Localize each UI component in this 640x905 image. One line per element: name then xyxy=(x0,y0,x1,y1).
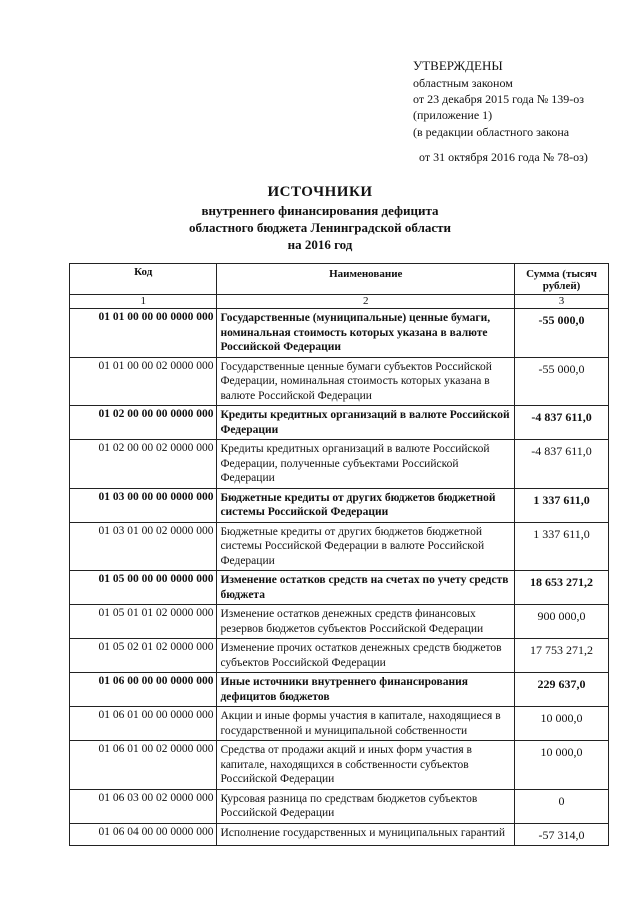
row-code: 01 01 00 00 02 0000 000 xyxy=(70,357,217,406)
table-row xyxy=(70,741,609,790)
table-row xyxy=(70,823,609,845)
document-title xyxy=(0,182,640,253)
row-sum: -4 837 611,0 xyxy=(515,406,609,440)
table-row xyxy=(70,357,609,406)
table-body xyxy=(70,309,609,846)
title-main: ИСТОЧНИКИ xyxy=(267,184,373,200)
row-sum: 0 xyxy=(515,789,609,823)
row-code: 01 06 00 00 00 0000 000 xyxy=(70,673,217,707)
title-line: внутреннего финансирования дефицита xyxy=(201,203,439,218)
row-sum: -55 000,0 xyxy=(515,357,609,406)
row-sum: -57 314,0 xyxy=(515,823,609,845)
table-row xyxy=(70,440,609,489)
table-row xyxy=(70,406,609,440)
approval-line: (приложение 1) xyxy=(413,108,493,123)
approval-line: (в редакции областного закона xyxy=(413,124,570,139)
row-code: 01 06 03 00 02 0000 000 xyxy=(70,789,217,823)
table-row xyxy=(70,639,609,673)
table-row xyxy=(70,707,609,741)
table-row xyxy=(70,789,609,823)
row-code: 01 03 00 00 00 0000 000 xyxy=(70,488,217,522)
row-sum: 1 337 611,0 xyxy=(515,522,609,571)
row-sum: 18 653 271,2 xyxy=(515,571,609,605)
row-code: 01 05 00 00 00 0000 000 xyxy=(70,571,217,605)
approval-line: областным законом xyxy=(413,76,513,90)
title-line: областного бюджета Ленинградской области xyxy=(188,220,452,235)
row-sum: 229 637,0 xyxy=(515,673,609,707)
row-sum: -4 837 611,0 xyxy=(515,440,609,489)
row-name: Иные источники внутреннего финансирования дефицитов бюджетов xyxy=(217,673,515,707)
table-row xyxy=(70,571,609,605)
row-code: 01 06 04 00 00 0000 000 xyxy=(70,823,217,845)
table-row xyxy=(70,488,609,522)
row-name: Кредиты кредитных организаций в валюте Российской Федерации xyxy=(217,406,515,440)
row-name: Изменение остатков денежных средств финансовых резервов бюджетов субъектов Российской Федерации xyxy=(217,605,515,639)
row-sum: 1 337 611,0 xyxy=(515,488,609,522)
row-sum: -55 000,0 xyxy=(515,309,609,358)
header-sum: Сумма (тысяч рублей) xyxy=(515,264,609,295)
table-row xyxy=(70,522,609,571)
approval-heading: УТВЕРЖДЕНЫ xyxy=(413,58,503,73)
row-sum: 10 000,0 xyxy=(515,741,609,790)
row-code: 01 03 01 00 02 0000 000 xyxy=(70,522,217,571)
row-name: Государственные (муниципальные) ценные бумаги, номинальная стоимость которых указана в валюте Российской Федерации xyxy=(217,309,515,358)
approval-amendment-date: от 31 октября 2016 года № 78-оз) xyxy=(419,149,588,164)
row-sum: 10 000,0 xyxy=(515,707,609,741)
table-index-row xyxy=(70,295,609,309)
row-sum: 17 753 271,2 xyxy=(515,639,609,673)
row-name: Государственные ценные бумаги субъектов Российской Федерации, номинальная стоимость которых указана в валюте Российской Федерации xyxy=(217,357,515,406)
header-code: Код xyxy=(70,264,217,295)
approval-block xyxy=(413,57,588,165)
row-name: Исполнение государственных и муниципальных гарантий xyxy=(217,823,515,845)
index-cell: 2 xyxy=(217,295,515,309)
row-code: 01 06 01 00 00 0000 000 xyxy=(70,707,217,741)
row-code: 01 05 02 01 02 0000 000 xyxy=(70,639,217,673)
row-code: 01 06 01 00 02 0000 000 xyxy=(70,741,217,790)
header-name: Наименование xyxy=(217,264,515,295)
row-name: Акции и иные формы участия в капитале, находящиеся в государственной и муниципальной собственности xyxy=(217,707,515,741)
sources-table xyxy=(69,263,609,846)
row-name: Изменение прочих остатков денежных средств бюджетов субъектов Российской Федерации xyxy=(217,639,515,673)
index-cell: 3 xyxy=(515,295,609,309)
title-line: на 2016 год xyxy=(287,237,353,252)
table-row xyxy=(70,673,609,707)
table-row xyxy=(70,605,609,639)
row-name: Бюджетные кредиты от других бюджетов бюджетной системы Российской Федерации xyxy=(217,488,515,522)
row-name: Бюджетные кредиты от других бюджетов бюджетной системы Российской Федерации в валюте Российской Федерации xyxy=(217,522,515,571)
row-code: 01 05 01 01 02 0000 000 xyxy=(70,605,217,639)
approval-line: от 23 декабря 2015 года № 139-оз xyxy=(413,92,585,107)
table-row xyxy=(70,309,609,358)
table-header-row xyxy=(70,264,609,295)
row-name: Изменение остатков средств на счетах по учету средств бюджета xyxy=(217,571,515,605)
row-code: 01 02 00 00 02 0000 000 xyxy=(70,440,217,489)
row-name: Средства от продажи акций и иных форм участия в капитале, находящихся в собственности субъектов Российской Федерации xyxy=(217,741,515,790)
index-cell: 1 xyxy=(70,295,217,309)
row-code: 01 02 00 00 00 0000 000 xyxy=(70,406,217,440)
row-sum: 900 000,0 xyxy=(515,605,609,639)
row-name: Курсовая разница по средствам бюджетов субъектов Российской Федерации xyxy=(217,789,515,823)
row-name: Кредиты кредитных организаций в валюте Российской Федерации, полученные субъектами Российской Федерации xyxy=(217,440,515,489)
row-code: 01 01 00 00 00 0000 000 xyxy=(70,309,217,358)
